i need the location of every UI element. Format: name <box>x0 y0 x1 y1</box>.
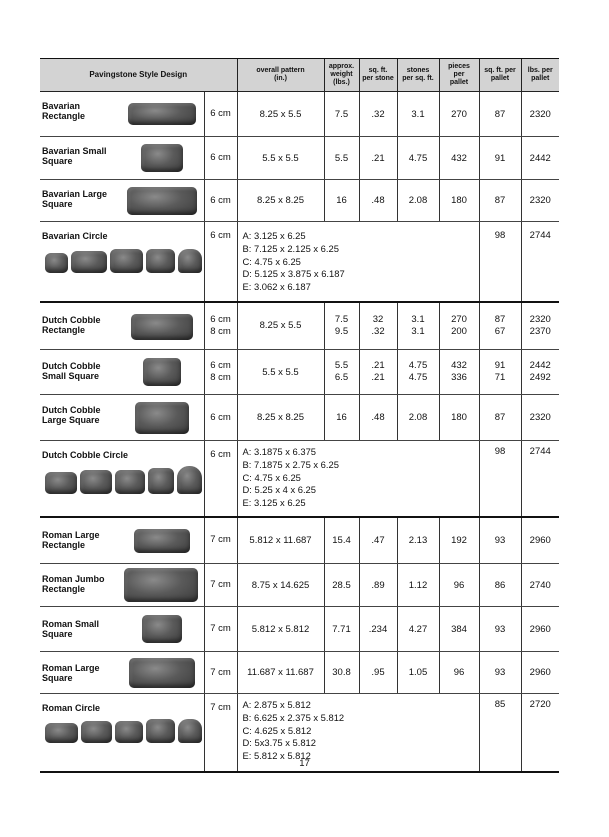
product-cell <box>40 350 204 395</box>
dimension-line: C: 4.75 x 6.25 <box>242 255 301 267</box>
product-name: Dutch Cobble Large Square <box>42 405 101 426</box>
product-name: Bavarian Small Square <box>42 146 107 167</box>
product-name: Roman Small Square <box>42 619 100 640</box>
pattern-cell: 5.812 x 5.812 <box>237 607 324 652</box>
table-row <box>40 607 559 652</box>
dimension-line: A: 3.1875 x 6.375 <box>242 446 316 457</box>
paver-stone-image <box>129 658 195 688</box>
product-name: Roman Circle <box>42 703 101 713</box>
thickness-cell: 7 cm <box>204 694 237 772</box>
table-row <box>40 92 559 137</box>
paver-stone-image <box>143 358 181 386</box>
stones-per-sqft-cell: 4.75 <box>397 137 439 180</box>
pattern-cell: 5.5 x 5.5 <box>237 137 324 180</box>
sqft-per-stone-cell: .32 <box>359 92 397 137</box>
pattern-cell: 8.25 x 5.5 <box>237 302 324 350</box>
lbs-per-pallet-cell: 2320 2370 <box>521 302 559 350</box>
sqft-per-stone-cell: .47 <box>359 517 397 564</box>
thickness-cell: 6 cm 8 cm <box>204 302 237 350</box>
header-sqft-per-stone: sq. ft. per stone <box>359 59 397 92</box>
table-row <box>40 652 559 694</box>
sqft-per-stone-cell: .48 <box>359 395 397 441</box>
thickness-cell: 6 cm <box>204 180 237 222</box>
sqft-per-stone-cell: 32 .32 <box>359 302 397 350</box>
lbs-per-pallet-cell: 2744 <box>521 222 559 302</box>
lbs-per-pallet-cell: 2720 <box>521 694 559 772</box>
product-cell <box>40 395 204 441</box>
sqft-per-pallet-cell: 87 <box>479 395 521 441</box>
sqft-per-pallet-cell: 93 <box>479 652 521 694</box>
table-row <box>40 180 559 222</box>
weight-cell: 7.5 9.5 <box>324 302 359 350</box>
sqft-per-pallet-cell: 87 <box>479 92 521 137</box>
thickness-cell: 7 cm <box>204 564 237 607</box>
pieces-per-pallet-cell: 432 336 <box>439 350 479 395</box>
stones-per-sqft-cell: 2.13 <box>397 517 439 564</box>
dimension-line: A: 2.875 x 5.812 <box>242 699 311 710</box>
page-number: 17 <box>299 758 310 769</box>
sqft-per-pallet-cell: 87 67 <box>479 302 521 350</box>
product-cell <box>40 302 204 350</box>
product-cell <box>40 222 204 302</box>
pieces-per-pallet-cell: 384 <box>439 607 479 652</box>
table-row <box>40 441 559 517</box>
product-spec-sheet <box>40 58 559 773</box>
thickness-cell: 6 cm <box>204 92 237 137</box>
circle-stone-set-image <box>42 466 202 494</box>
product-cell <box>40 441 204 517</box>
header-stones-per-sqft: stones per sq. ft. <box>397 59 439 92</box>
weight-cell: 7.5 <box>324 92 359 137</box>
lbs-per-pallet-cell: 2744 <box>521 441 559 517</box>
header-pattern: overall pattern (in.) <box>237 59 324 92</box>
sqft-per-pallet-cell: 93 <box>479 607 521 652</box>
dimension-line: B: 7.1875 x 2.75 x 6.25 <box>242 458 339 470</box>
sqft-per-pallet-cell: 93 <box>479 517 521 564</box>
dimension-line: C: 4.625 x 5.812 <box>242 724 312 736</box>
thickness-cell: 7 cm <box>204 607 237 652</box>
dimension-line: D: 5x3.75 x 5.812 <box>242 737 316 749</box>
header-row <box>40 59 559 92</box>
thickness-cell: 6 cm <box>204 222 237 302</box>
thickness-cell: 6 cm 8 cm <box>204 350 237 395</box>
dimension-line: E: 5.812 x 5.812 <box>242 750 311 762</box>
paver-stone-image <box>134 529 190 553</box>
product-cell <box>40 652 204 694</box>
dimension-line: A: 3.125 x 6.25 <box>242 230 306 241</box>
lbs-per-pallet-cell: 2960 <box>521 517 559 564</box>
product-name: Dutch Cobble Rectangle <box>42 314 101 335</box>
pattern-cell: 5.812 x 11.687 <box>237 517 324 564</box>
sqft-per-pallet-cell: 85 <box>479 694 521 772</box>
stones-per-sqft-cell: 4.27 <box>397 607 439 652</box>
product-name: Bavarian Circle <box>42 231 108 241</box>
stones-per-sqft-cell: 1.12 <box>397 564 439 607</box>
header-sqft-per-pallet: sq. ft. per pallet <box>479 59 521 92</box>
pieces-per-pallet-cell: 180 <box>439 395 479 441</box>
sqft-per-pallet-cell: 98 <box>479 222 521 302</box>
lbs-per-pallet-cell: 2740 <box>521 564 559 607</box>
pavingstone-spec-table <box>40 58 559 773</box>
product-name: Bavarian Large Square <box>42 189 108 210</box>
weight-cell: 30.8 <box>324 652 359 694</box>
dimension-line: D: 5.125 x 3.875 x 6.187 <box>242 268 345 280</box>
stones-per-sqft-cell: 4.75 4.75 <box>397 350 439 395</box>
circle-dimensions-cell <box>237 441 479 517</box>
paver-stone-image <box>127 187 197 215</box>
weight-cell: 16 <box>324 180 359 222</box>
thickness-cell: 6 cm <box>204 441 237 517</box>
lbs-per-pallet-cell: 2320 <box>521 395 559 441</box>
stones-per-sqft-cell: 2.08 <box>397 180 439 222</box>
header-lbs-per-pallet: lbs. per pallet <box>521 59 559 92</box>
product-name: Dutch Cobble Circle <box>42 450 129 460</box>
dimension-line: B: 7.125 x 2.125 x 6.25 <box>242 242 339 254</box>
pieces-per-pallet-cell: 192 <box>439 517 479 564</box>
product-cell <box>40 92 204 137</box>
product-cell <box>40 180 204 222</box>
weight-cell: 15.4 <box>324 517 359 564</box>
pattern-cell: 11.687 x 11.687 <box>237 652 324 694</box>
sqft-per-stone-cell: .48 <box>359 180 397 222</box>
pattern-cell: 8.25 x 8.25 <box>237 180 324 222</box>
pattern-cell: 8.75 x 14.625 <box>237 564 324 607</box>
stones-per-sqft-cell: 2.08 <box>397 395 439 441</box>
dimension-line: E: 3.125 x 6.25 <box>242 497 306 509</box>
sqft-per-stone-cell: .21 <box>359 137 397 180</box>
sqft-per-pallet-cell: 91 <box>479 137 521 180</box>
header-weight: approx. weight (lbs.) <box>324 59 359 92</box>
product-name: Roman Large Square <box>42 663 100 684</box>
dimension-line: D: 5.25 x 4 x 6.25 <box>242 484 316 496</box>
pieces-per-pallet-cell: 180 <box>439 180 479 222</box>
paver-stone-image <box>128 103 196 125</box>
sqft-per-stone-cell: .234 <box>359 607 397 652</box>
dimension-line: E: 3.062 x 6.187 <box>242 281 311 293</box>
sqft-per-pallet-cell: 98 <box>479 441 521 517</box>
table-row <box>40 137 559 180</box>
lbs-per-pallet-cell: 2320 <box>521 180 559 222</box>
sqft-per-pallet-cell: 87 <box>479 180 521 222</box>
paver-stone-image <box>124 568 198 602</box>
pieces-per-pallet-cell: 270 200 <box>439 302 479 350</box>
lbs-per-pallet-cell: 2442 2492 <box>521 350 559 395</box>
thickness-cell: 7 cm <box>204 517 237 564</box>
weight-cell: 28.5 <box>324 564 359 607</box>
table-row <box>40 564 559 607</box>
table-row <box>40 517 559 564</box>
weight-cell: 7.71 <box>324 607 359 652</box>
weight-cell: 16 <box>324 395 359 441</box>
table-row <box>40 222 559 302</box>
pieces-per-pallet-cell: 96 <box>439 564 479 607</box>
product-cell <box>40 137 204 180</box>
lbs-per-pallet-cell: 2960 <box>521 607 559 652</box>
circle-stone-set-image <box>42 719 202 743</box>
paver-stone-image <box>141 144 183 172</box>
thickness-cell: 7 cm <box>204 652 237 694</box>
lbs-per-pallet-cell: 2960 <box>521 652 559 694</box>
paver-stone-image <box>131 314 193 340</box>
pattern-cell: 8.25 x 5.5 <box>237 92 324 137</box>
pieces-per-pallet-cell: 432 <box>439 137 479 180</box>
paver-stone-image <box>135 402 189 434</box>
stones-per-sqft-cell: 3.1 <box>397 92 439 137</box>
dimension-line: B: 6.625 x 2.375 x 5.812 <box>242 711 345 723</box>
product-cell <box>40 564 204 607</box>
thickness-cell: 6 cm <box>204 395 237 441</box>
pattern-cell: 5.5 x 5.5 <box>237 350 324 395</box>
table-row <box>40 350 559 395</box>
circle-stone-set-image <box>42 249 202 273</box>
pattern-cell: 8.25 x 8.25 <box>237 395 324 441</box>
pieces-per-pallet-cell: 96 <box>439 652 479 694</box>
header-pieces-per-pallet: pieces per pallet <box>439 59 479 92</box>
stones-per-sqft-cell: 3.1 3.1 <box>397 302 439 350</box>
product-cell <box>40 517 204 564</box>
pieces-per-pallet-cell: 270 <box>439 92 479 137</box>
dimension-line: C: 4.75 x 6.25 <box>242 471 301 483</box>
sqft-per-stone-cell: .89 <box>359 564 397 607</box>
lbs-per-pallet-cell: 2442 <box>521 137 559 180</box>
lbs-per-pallet-cell: 2320 <box>521 92 559 137</box>
sqft-per-pallet-cell: 86 <box>479 564 521 607</box>
header-design: Pavingstone Style Design <box>40 59 237 92</box>
product-cell <box>40 607 204 652</box>
stones-per-sqft-cell: 1.05 <box>397 652 439 694</box>
paver-stone-image <box>142 615 182 643</box>
table-row <box>40 395 559 441</box>
product-name: Dutch Cobble Small Square <box>42 361 101 382</box>
circle-dimensions-cell <box>237 222 479 302</box>
weight-cell: 5.5 6.5 <box>324 350 359 395</box>
thickness-cell: 6 cm <box>204 137 237 180</box>
sqft-per-stone-cell: .21 .21 <box>359 350 397 395</box>
table-row <box>40 302 559 350</box>
sqft-per-stone-cell: .95 <box>359 652 397 694</box>
weight-cell: 5.5 <box>324 137 359 180</box>
product-name: Bavarian Rectangle <box>42 101 86 122</box>
sqft-per-pallet-cell: 91 71 <box>479 350 521 395</box>
product-name: Roman Jumbo Rectangle <box>42 574 105 595</box>
product-name: Roman Large Rectangle <box>42 529 100 550</box>
